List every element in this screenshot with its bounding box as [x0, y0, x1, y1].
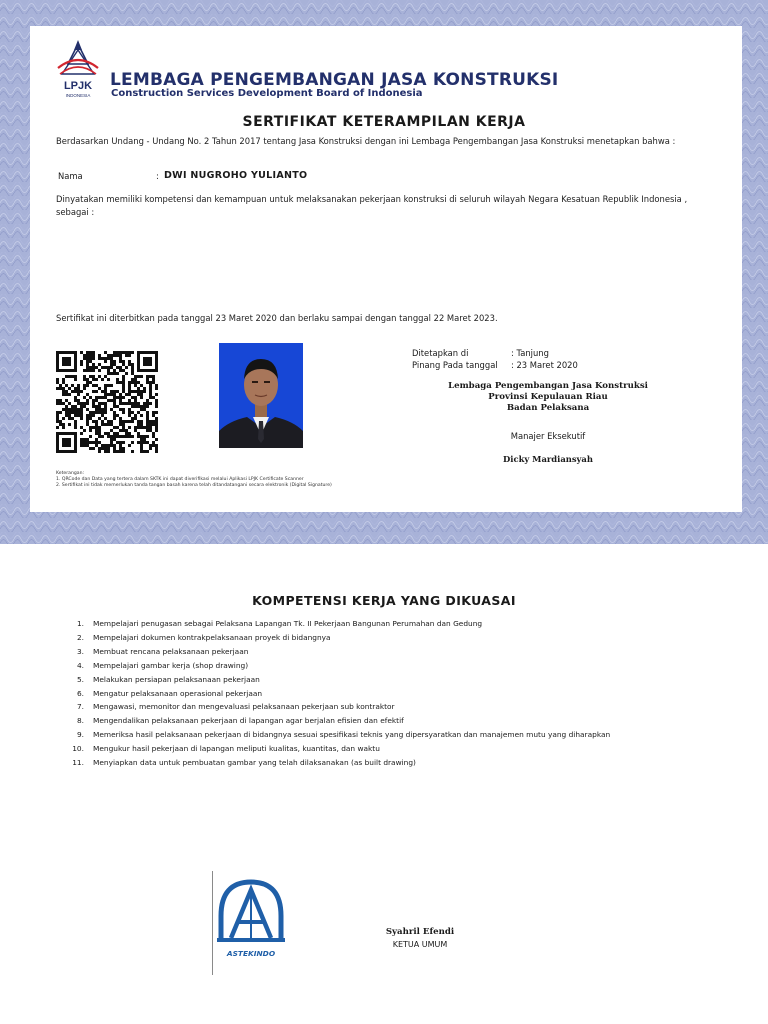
item-text: Mempelajari gambar kerja (shop drawing) [93, 660, 249, 670]
item-text: Mengendalikan pelaksanaan pekerjaan di lapangan agar berjalan efisien dan efektif [93, 716, 404, 726]
item-number: 7. [76, 702, 84, 712]
list-item [60, 645, 720, 659]
issued-value-block [511, 347, 578, 371]
name-label: Nama [58, 171, 83, 181]
manager-title: Manajer Eksekutif [510, 431, 586, 441]
issuer-line-3: Badan Pelaksana [506, 403, 590, 413]
list-item [60, 687, 720, 701]
list-item [60, 673, 720, 687]
list-item [60, 728, 720, 742]
list-item [60, 659, 720, 673]
item-text: Mengatur pelaksanaan operasional pekerjaan [93, 688, 263, 698]
holder-name: DWI NUGROHO YULIANTO [164, 170, 308, 181]
item-number: 8. [76, 716, 84, 726]
qr-code[interactable] [56, 351, 158, 453]
item-text: Mengukur hasil pekerjaan di lapangan meliputi kualitas, kuantitas, dan waktu [93, 744, 380, 754]
note-2: 2. Sertifikat ini tidak memerlukan tanda tangan basah karena telah ditandatangani secara elektronik (Digital Signature) [56, 483, 332, 488]
issued-at-label-block [412, 347, 498, 371]
item-number: 5. [76, 674, 84, 684]
issuer-block [388, 381, 708, 414]
issued-date-label: Pinang Pada tanggal [412, 360, 498, 370]
astekindo-logo-text: ASTEKINDO [226, 949, 276, 958]
list-item [60, 631, 720, 645]
item-text: Memeriksa hasil pelaksanaan pekerjaan di bidangnya sesuai spesifikasi teknis yang dipersyaratkan dan manajemen mutu yang diharapkan [93, 730, 611, 740]
item-text: Menyiapkan data untuk pembuatan gambar yang telah dilaksanakan (as built drawing) [93, 758, 416, 768]
list-item [60, 714, 720, 728]
competencies-list [60, 617, 720, 770]
item-text: Mengawasi, memonitor dan mengevaluasi pelaksanaan pekerjaan sub kontraktor [93, 702, 395, 712]
certificate-title: SERTIFIKAT KETERAMPILAN KERJA [242, 114, 526, 130]
item-number: 3. [76, 646, 84, 656]
note-1: 1. QRCode dan Data yang tertera dalam SKTK ini dapat diverifikasi melalui Aplikasi LPJK Certificate Scanner [56, 477, 304, 482]
name-colon: : [156, 171, 159, 181]
item-number: 1. [76, 619, 84, 628]
issued-at-label: Ditetapkan di [412, 348, 469, 358]
list-item [60, 617, 720, 631]
issued-at-value: : Tanjung [511, 348, 549, 358]
portrait-image [219, 343, 303, 448]
item-text: Membuat rencana pelaksanaan pekerjaan [93, 646, 249, 656]
validity-text: Sertifikat ini diterbitkan pada tanggal 23 Maret 2020 dan berlaku sampai dengan tanggal 22 Maret 2023. [56, 313, 498, 323]
issuer-line-2: Provinsi Kepulauan Riau [488, 392, 608, 402]
notes-block [56, 471, 332, 489]
item-number: 4. [76, 660, 84, 670]
notes-title: Keterangan: [56, 471, 85, 476]
list-item [60, 756, 720, 770]
item-number: 11. [72, 758, 84, 768]
lpjk-logo-icon [54, 38, 102, 100]
logo-mark-subtext: INDONESIA [65, 93, 91, 98]
list-item [60, 700, 720, 714]
item-number: 6. [76, 688, 84, 698]
item-number: 9. [76, 730, 84, 740]
astekindo-logo-icon [217, 876, 285, 972]
signer-title: KETUA UMUM [392, 940, 448, 949]
item-number: 2. [76, 632, 84, 642]
holder-photo [219, 343, 303, 448]
item-text: Melakukan persiapan pelaksanaan pekerjaan [93, 674, 260, 684]
intro-text: Berdasarkan Undang - Undang No. 2 Tahun 2017 tentang Jasa Konstruksi dengan ini Lembaga Pengembangan Jasa Konstruksi menetapkan bahwa : [56, 136, 676, 146]
item-text: Mempelajari dokumen kontrakpelaksanaan proyek di bidangnya [93, 632, 331, 642]
item-number: 10. [72, 744, 84, 754]
statement-text: Dinyatakan memiliki kompetensi dan kemampuan untuk melaksanakan pekerjaan konstruksi di seluruh wilayah Negara Kesatuan Republik Indonesia , sebagai : [56, 194, 688, 217]
divider-line [212, 871, 213, 975]
manager-name: Dicky Mardiansyah [503, 454, 593, 464]
list-item [60, 742, 720, 756]
issued-date-value: : 23 Maret 2020 [511, 360, 578, 370]
org-name: LEMBAGA PENGEMBANGAN JASA KONSTRUKSI [110, 70, 559, 90]
issuer-line-1: Lembaga Pengembangan Jasa Konstruksi [448, 381, 648, 391]
item-text: Mempelajari penugasan sebagai Pelaksana Lapangan Tk. II Pekerjaan Bangunan Perumahan dan Gedung [93, 619, 483, 628]
competencies-title: KOMPETENSI KERJA YANG DIKUASAI [252, 593, 516, 608]
org-name-english: Construction Services Development Board of Indonesia [111, 88, 423, 99]
logo-mark-text: LPJK [63, 80, 93, 92]
signer-name: Syahril Efendi [385, 927, 455, 937]
